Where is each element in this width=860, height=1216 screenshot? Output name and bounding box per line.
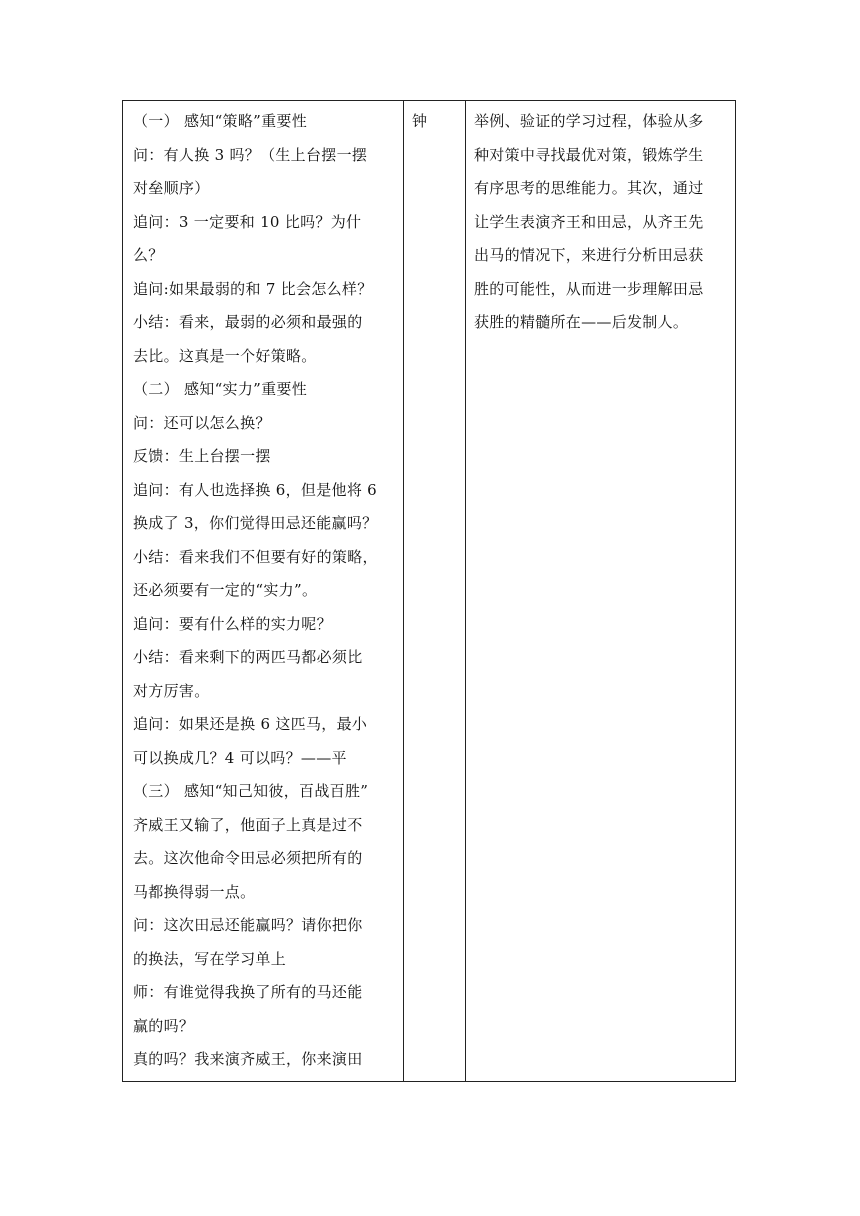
intent-line: 有序思考的思维能力。其次，通过 [474, 179, 704, 197]
procedure-line: 追问：有人也选择换 6，但是他将 6 [133, 480, 378, 499]
procedure-line: 问：这次田忌还能赢吗？请你把你 [133, 916, 363, 934]
procedure-line: 问：还可以怎么换？ [133, 413, 271, 432]
procedure-line: 追问:如果最弱的和 7 比会怎么样？ [133, 279, 373, 298]
time-column [404, 101, 466, 1081]
procedure-line: （二） 感知“实力”重要性 [133, 380, 308, 398]
procedure-line: 问：有人换 3 吗？（生上台摆一摆 [133, 145, 368, 164]
procedure-line: 换成了 3，你们觉得田忌还能赢吗？ [133, 514, 378, 532]
procedure-line: 还必须要有一定的“实力”。 [133, 581, 318, 599]
procedure-line: 对垒顺序） [133, 179, 210, 197]
procedure-line: （一） 感知“策略”重要性 [133, 112, 308, 130]
procedure-line: 师：有谁觉得我换了所有的马还能 [133, 983, 363, 1001]
procedure-line: 马都换得弱一点。 [133, 882, 256, 901]
procedure-line: 可以换成几？4 可以吗？——平 [133, 748, 347, 767]
procedure-line: 去比。这真是一个好策略。 [133, 346, 317, 365]
intent-column [466, 101, 735, 1081]
time-cell-text: 钟 [412, 112, 428, 130]
procedure-line: 真的吗？我来演齐威王，你来演田 [133, 1050, 363, 1068]
intent-line: 出马的情况下，来进行分析田忌获 [474, 246, 704, 264]
procedure-line: 么？ [133, 246, 164, 264]
procedure-line: （三） 感知“知己知彼，百战百胜” [133, 782, 369, 800]
intent-line: 让学生表演齐王和田忌，从齐王先 [474, 212, 704, 231]
procedure-line: 对方厉害。 [133, 681, 210, 700]
procedure-column [123, 101, 404, 1081]
procedure-line: 追问：3 一定要和 10 比吗？为什 [133, 212, 362, 231]
procedure-line: 齐威王又输了，他面子上真是过不 [133, 815, 363, 834]
intent-line: 获胜的精髓所在——后发制人。 [474, 313, 689, 331]
procedure-line: 追问：如果还是换 6 这匹马，最小 [133, 715, 368, 733]
intent-line: 举例、验证的学习过程，体验从多 [474, 112, 704, 130]
procedure-line: 的换法，写在学习单上 [133, 949, 287, 968]
intent-line: 种对策中寻找最优对策，锻炼学生 [474, 145, 704, 164]
procedure-line: 小结：看来，最弱的必须和最强的 [133, 313, 363, 331]
procedure-line: 小结：看来我们不但要有好的策略， [133, 547, 378, 566]
procedure-line: 去。这次他命令田忌必须把所有的 [133, 849, 363, 867]
lesson-table [122, 100, 736, 1082]
intent-line: 胜的可能性，从而进一步理解田忌 [474, 279, 704, 298]
procedure-line: 赢的吗？ [133, 1016, 195, 1035]
procedure-line: 反馈：生上台摆一摆 [133, 447, 271, 465]
procedure-line: 追问：要有什么样的实力呢？ [133, 614, 332, 633]
procedure-line: 小结：看来剩下的两匹马都必须比 [133, 648, 363, 666]
